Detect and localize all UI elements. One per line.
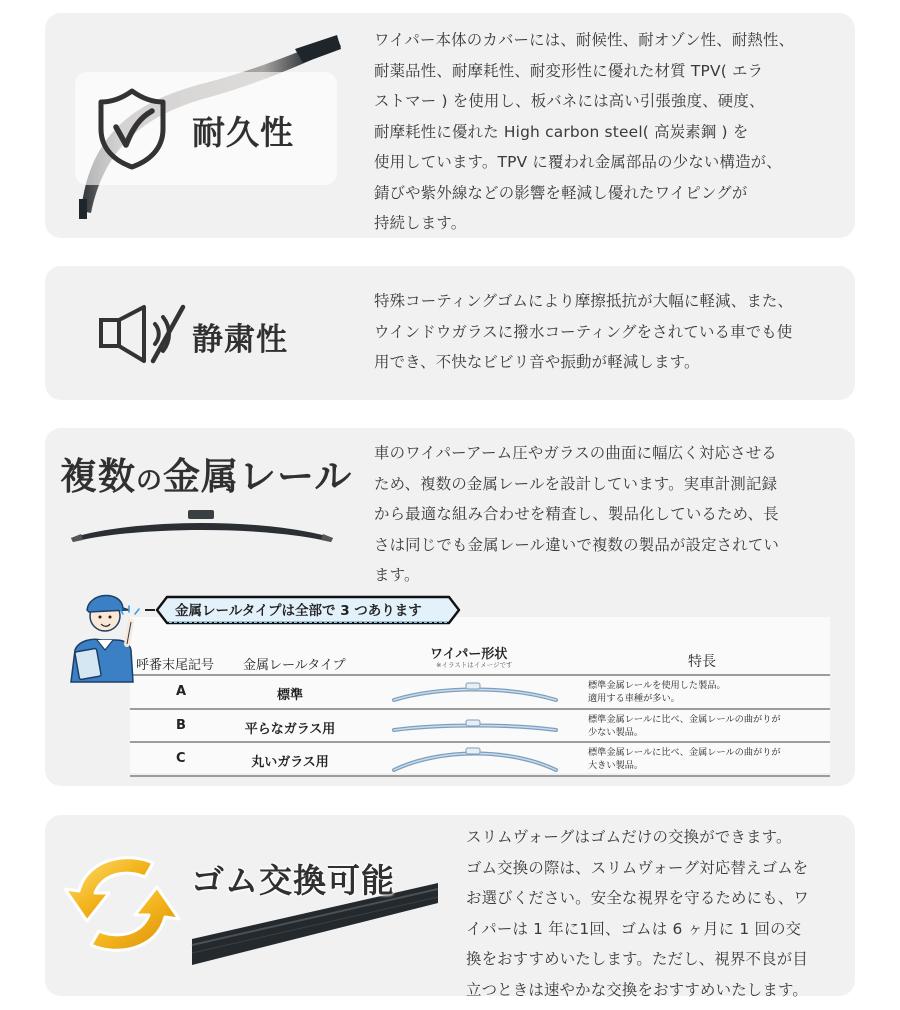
feature-description (374, 438, 779, 591)
wiper-shape-flat (390, 712, 560, 740)
table-row (130, 676, 830, 708)
description-line: 用でき、不快なビビリ音や振動が軽減します。 (374, 353, 700, 371)
rail-code: B (176, 718, 186, 733)
feature-description (374, 286, 793, 378)
feature-line: 標準金属レールに比べ、金属レールの曲がりが (588, 747, 781, 758)
description-line: 立つときは速やかな交換をおすすめいたします。 (466, 980, 808, 999)
table-divider (130, 775, 830, 777)
column-header-feature: 特長 (688, 654, 716, 670)
flat-wiper-blade-image (67, 500, 337, 550)
description-line: イパーは 1 年に1回、ゴムは 6 ヶ月に 1 回の交 (466, 919, 802, 938)
rail-type: 標準 (276, 688, 303, 703)
feature-line: 適用する車種が多い。 (588, 693, 680, 704)
feature-card-rubber-replaceable (45, 815, 855, 999)
wiper-shape-standard (390, 678, 560, 706)
rail-count-callout (145, 595, 463, 624)
feature-card-quietness (45, 266, 855, 400)
description-line: ワイパー本体のカバーには、耐候性、耐オゾン性、耐熱性、 (374, 31, 795, 49)
column-header-type: 金属レールタイプ (243, 658, 346, 673)
table-row (130, 743, 830, 775)
shield-check-icon (97, 87, 167, 171)
feature-line: 標準金属レールを使用した製品。 (588, 680, 726, 691)
shape-note: ※イラストはイメージです (436, 661, 513, 669)
description-line: ため、複数の金属レールを設計しています。実車計測記録 (374, 474, 778, 493)
rail-feature (588, 713, 781, 739)
rail-type: 丸いガラス用 (251, 755, 329, 770)
heading-part: 金属レール (163, 455, 353, 498)
table-row (130, 710, 830, 742)
description-line: 換をおすすめいたします。ただし、視界不良が目 (466, 950, 808, 968)
feature-description (374, 25, 794, 239)
speaker-mute-icon (97, 303, 189, 365)
description-line: 特殊コーティングゴムにより摩擦抵抗が大幅に軽減、また、 (374, 292, 794, 310)
feature-line: 少ない製品。 (588, 727, 644, 738)
description-line: 耐薬品性、耐摩耗性、耐変形性に優れた材質 TPV( エラ (374, 61, 764, 80)
feature-card-durability (45, 13, 855, 238)
feature-heading: ゴム交換可能 (191, 861, 395, 900)
rail-type-table (130, 617, 830, 773)
feature-line: 標準金属レールに比べ、金属レールの曲がりが (588, 714, 781, 725)
description-line: から最適な組み合わせを精査し、製品化しているため、長 (374, 505, 779, 523)
feature-description (466, 822, 809, 1005)
column-header-code: 呼番末尾記号 (136, 658, 215, 673)
rail-type: 平らなガラス用 (244, 722, 336, 737)
rail-feature (588, 746, 781, 772)
description-line: 使用しています。TPV に覆われ金属部品の少ない構造が、 (374, 153, 782, 171)
refresh-arrows-icon (57, 849, 187, 959)
description-line: さは同じでも金属レール違いで複数の製品が設定されてい (374, 535, 780, 554)
feature-heading: 耐久性 (192, 113, 294, 152)
rail-code: C (176, 751, 186, 766)
feature-line: 大きい製品。 (588, 760, 644, 771)
rail-code: A (176, 684, 187, 699)
description-line: ウインドウガラスに撥水コーティングをされている車でも使 (374, 322, 793, 341)
mechanic-illustration (67, 584, 147, 684)
feature-heading: 静粛性 (192, 322, 288, 358)
wiper-shape-round (390, 745, 560, 773)
heading-part: の (136, 466, 164, 496)
feature-card-multi-rail (45, 428, 855, 786)
description-line: ます。 (374, 566, 420, 584)
description-line: 耐摩耗性に優れた High carbon steel( 高炭素鋼 ) を (374, 122, 749, 141)
column-header-shape: ワイパー形状 (430, 647, 508, 662)
description-line: お選びください。安全な視界を守るためにも、ワ (466, 889, 809, 907)
heading-part: 複数 (60, 455, 136, 498)
rail-feature (588, 679, 726, 705)
callout-text: 金属レールタイプは全部で 3 つあります (175, 603, 422, 619)
description-line: ゴム交換の際は、スリムヴォーグ対応替えゴムを (466, 858, 809, 877)
description-line: ストマー ) を使用し、板バネには高い引張強度、硬度、 (374, 92, 765, 110)
feature-heading (60, 446, 352, 500)
description-line: スリムヴォーグはゴムだけの交換ができます。 (466, 828, 792, 846)
description-line: 錆びや紫外線などの影響を軽減し優れたワイピングが (374, 183, 748, 202)
table-header (130, 617, 830, 674)
description-line: 持続します。 (374, 214, 467, 232)
description-line: 車のワイパーアーム圧やガラスの曲面に幅広く対応させる (374, 444, 777, 462)
